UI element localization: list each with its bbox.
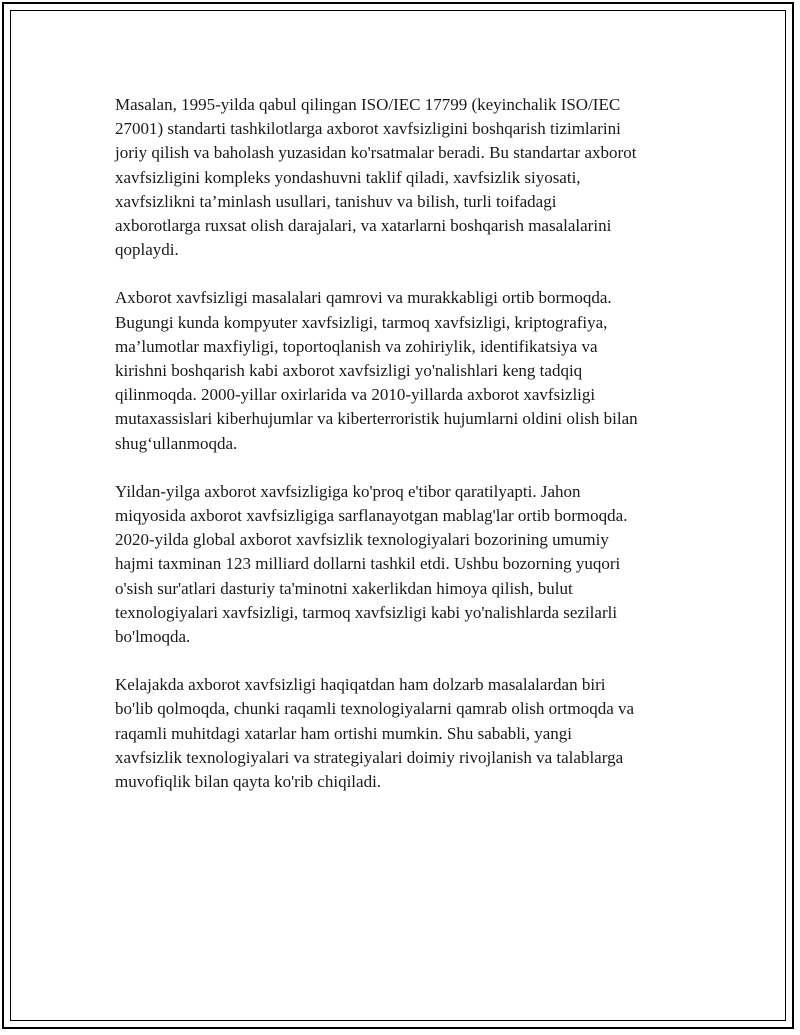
text-line: qilinmoqda. 2000-yillar oxirlarida va 2010-yillarda axborot xavfsizligi xyxy=(115,385,596,405)
text-line: Bugungi kunda kompyuter xavfsizligi, tarmoq xavfsizligi, kriptografiya, xyxy=(115,312,608,332)
text-line: bo'lmoqda. xyxy=(115,627,191,647)
document-body xyxy=(115,93,690,818)
text-line: 27001) standarti tashkilotlarga axborot xavfsizligini boshqarish tizimlarini xyxy=(115,119,621,139)
text-line: miqyosida axborot xavfsizligiga sarflanayotgan mablag'lar ortib bormoqda. xyxy=(115,506,628,526)
text-line: hajmi taxminan 123 milliard dollarni tashkil etdi. Ushbu bozorning yuqori xyxy=(115,554,621,574)
text-line: texnologiyalari xavfsizligi, tarmoq xavfsizligi kabi yo'nalishlarda sezilarli xyxy=(115,602,618,622)
text-line: Masalan, 1995-yilda qabul qilingan ISO/IEC 17799 (keyinchalik ISO/IEC xyxy=(115,95,621,114)
paragraph-iso-standard xyxy=(115,93,690,262)
text-line: xavfsizligini kompleks yondashuvni taklif qiladi, xavfsizlik siyosati, xyxy=(115,167,581,187)
text-line: mutaxassislari kiberhujumlar va kiberterroristik hujumlarni oldini olish bilan xyxy=(115,409,638,429)
text-line: Yildan-yilga axborot xavfsizligiga ko'proq e'tibor qaratilyapti. Jahon xyxy=(115,481,581,501)
text-line: Kelajakda axborot xavfsizligi haqiqatdan ham dolzarb masalalardan biri xyxy=(115,675,606,695)
paragraph-security-scope xyxy=(115,286,690,455)
text-line: kirishni boshqarish kabi axborot xavfsizligi yo'nalishlari keng tadqiq xyxy=(115,361,583,381)
text-line: o'sish sur'atlari dasturiy ta'minotni xakerlikdan himoya qilish, bulut xyxy=(115,578,573,598)
text-line: 2020-yilda global axborot xavfsizlik texnologiyalari bozorining umumiy xyxy=(115,530,609,550)
text-line: Axborot xavfsizligi masalalari qamrovi va murakkabligi ortib bormoqda. xyxy=(115,288,612,308)
text-line: muvofiqlik bilan qayta ko'rib chiqiladi. xyxy=(115,772,382,792)
text-line: xavfsizlik texnologiyalari va strategiyalari doimiy rivojlanish va talablarga xyxy=(115,747,624,767)
text-line: joriy qilish va baholash yuzasidan ko'rsatmalar beradi. Bu standartar axborot xyxy=(115,143,637,163)
text-line: bo'lib qolmoqda, chunki raqamli texnologiyalarni qamrab olish ortmoqda va xyxy=(115,699,635,719)
text-line: xavfsizlikni ta’minlash usullari, tanishuv va bilish, turli toifadagi xyxy=(115,191,557,211)
text-line: ma’lumotlar maxfiyligi, toportoqlanish va zohiriylik, identifikatsiya va xyxy=(115,336,598,356)
text-line: qoplaydi. xyxy=(115,240,179,260)
paragraph-future-outlook xyxy=(115,673,690,794)
text-line: raqamli muhitdagi xatarlar ham ortishi mumkin. Shu sababli, yangi xyxy=(115,723,573,743)
text-line: axborotlarga ruxsat olish darajalari, va xatarlarni boshqarish masalalarini xyxy=(115,216,612,236)
text-line: shug‘ullanmoqda. xyxy=(115,433,238,453)
paragraph-market-growth xyxy=(115,480,690,649)
